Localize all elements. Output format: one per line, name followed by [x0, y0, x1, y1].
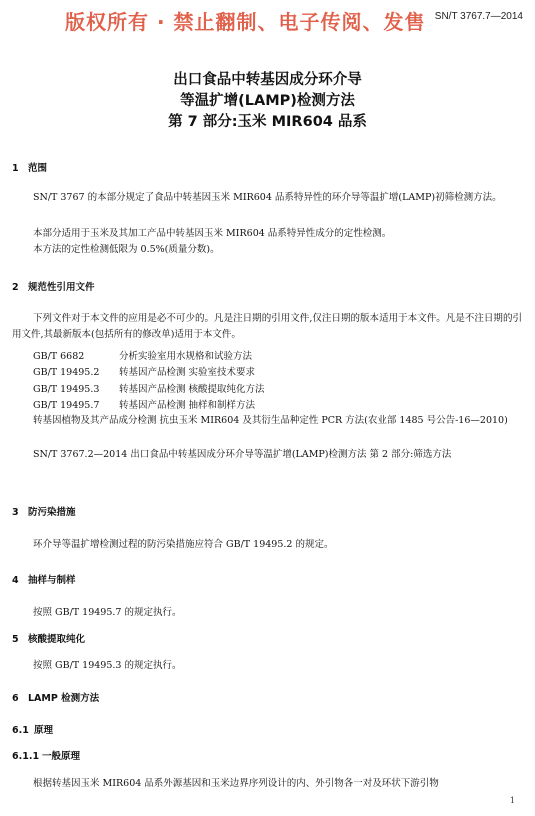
document-title-line1: 出口食品中转基因成分环介导 [173, 72, 362, 88]
section-number: 4 [12, 575, 19, 586]
section-title: 规范性引用文件 [28, 282, 95, 293]
section-title: 抽样与制样 [28, 575, 76, 586]
section-3-text: 环介导等温扩增检测过程的防污染措施应符合 GB/T 19495.2 的规定。 [33, 539, 334, 550]
reference-item: 转基因植物及其产品成分检测 抗虫玉米 MIR604 及其衍生品种定性 PCR 方法(农业部 1485 号公告-16—2010) [33, 415, 508, 426]
section-1-heading [12, 160, 47, 174]
reference-title: 转基因产品检测 核酸提取纯化方法 [119, 384, 265, 395]
page-number: 1 [509, 796, 515, 805]
section-number: 1 [12, 163, 19, 174]
section-title: 范围 [28, 163, 48, 174]
section-6-1-1-text: 根据转基因玉米 MIR604 品系外源基因和玉米边界序列设计的内、外引物各一对及环状下游引物 [33, 778, 439, 789]
section-number: 3 [12, 507, 19, 518]
reference-item [33, 348, 252, 362]
section-title: 原理 [34, 725, 54, 736]
reference-title: 转基因产品检测 抽样和制样方法 [119, 400, 256, 411]
section-1-paragraph-1: SN/T 3767 的本部分规定了食品中转基因玉米 MIR604 品系特异性的环介导等温扩增(LAMP)初筛检测方法。 [33, 192, 502, 203]
section-title: LAMP 检测方法 [28, 693, 100, 704]
section-2-intro: 下列文件对于本文件的应用是必不可少的。凡是注日期的引用文件,仅注日期的版本适用于本文件。凡是不注日期的引用文件,其最新版本(包括所有的修改单)适用于本文件。 [12, 313, 522, 340]
section-title: 防污染措施 [28, 507, 76, 518]
reference-item [33, 381, 265, 395]
section-number: 6.1.1 [12, 751, 40, 762]
copyright-watermark: 版权所有 · 禁止翻制、电子传阅、发售 [65, 10, 426, 34]
reference-code: GB/T 19495.7 [33, 400, 100, 411]
section-number: 2 [12, 282, 19, 293]
section-1-paragraph-2: 本部分适用于玉米及其加工产品中转基因玉米 MIR604 品系特异性成分的定性检测。 [33, 228, 392, 239]
reference-code: GB/T 6682 [33, 351, 85, 362]
standard-code: SN/T 3767.7—2014 [434, 11, 523, 22]
reference-item [33, 397, 255, 411]
section-1-paragraph-3: 本方法的定性检测低限为 0.5%(质量分数)。 [33, 244, 220, 255]
reference-item [33, 364, 255, 378]
section-5-heading [12, 631, 85, 645]
document-title-line3: 第 7 部分:玉米 MIR604 品系 [168, 114, 367, 130]
section-number: 6 [12, 693, 19, 704]
section-2-heading [12, 279, 95, 293]
section-4-heading [12, 572, 76, 586]
document-title-line2: 等温扩增(LAMP)检测方法 [180, 93, 355, 109]
reference-title: 分析实验室用水规格和试验方法 [119, 351, 253, 362]
section-title: 核酸提取纯化 [28, 634, 86, 645]
section-6-1-1-heading [12, 748, 80, 762]
section-3-heading [12, 504, 76, 518]
section-number: 5 [12, 634, 19, 645]
reference-title: 转基因产品检测 实验室技术要求 [119, 367, 256, 378]
section-6-1-heading [12, 722, 53, 736]
reference-code: GB/T 19495.3 [33, 384, 100, 395]
section-number: 6.1 [12, 725, 29, 736]
section-4-text: 按照 GB/T 19495.7 的规定执行。 [33, 607, 182, 618]
reference-code: GB/T 19495.2 [33, 367, 100, 378]
reference-item: SN/T 3767.2—2014 出口食品中转基因成分环介导等温扩增(LAMP)检测方法 第 2 部分:筛选方法 [33, 449, 452, 460]
section-5-text: 按照 GB/T 19495.3 的规定执行。 [33, 660, 182, 671]
section-6-heading [12, 690, 99, 704]
section-title: 一般原理 [42, 751, 81, 762]
